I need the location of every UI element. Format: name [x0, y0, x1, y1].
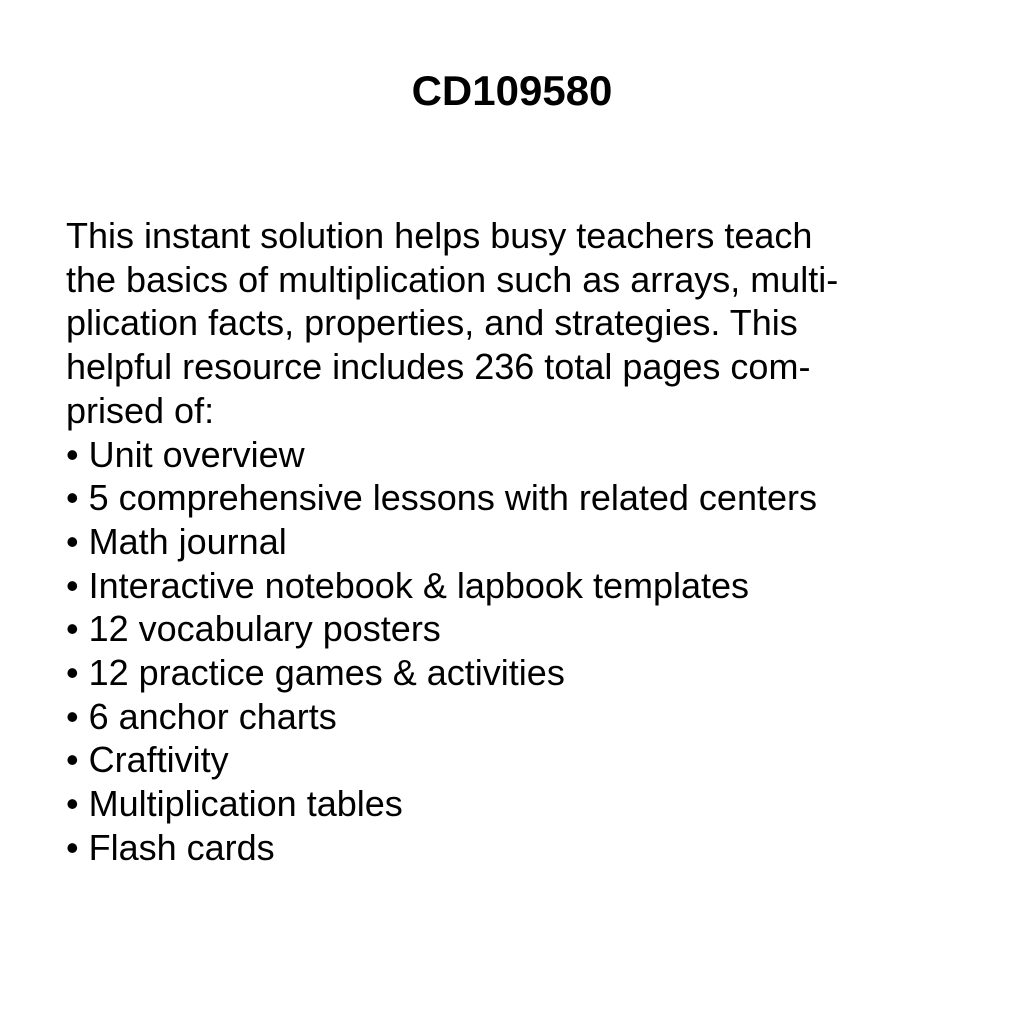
- description-line: plication facts, properties, and strategies. This: [66, 302, 798, 344]
- description-line: the basics of multiplication such as arrays, multi-: [66, 258, 839, 300]
- list-item: • Craftivity: [66, 739, 229, 781]
- description-line: This instant solution helps busy teachers teach: [66, 215, 813, 256]
- page-title: CD109580: [411, 67, 613, 114]
- list-item: • 5 comprehensive lessons with related centers: [66, 477, 817, 519]
- description-paragraph: [66, 214, 966, 433]
- list-item: • 12 practice games & activities: [66, 652, 565, 694]
- list-item: • Math journal: [66, 520, 287, 562]
- list-item: • 12 vocabulary posters: [66, 608, 441, 650]
- list-item: • Unit overview: [66, 433, 305, 475]
- list-item: • Multiplication tables: [66, 783, 403, 825]
- list-item: • Interactive notebook & lapbook templates: [66, 564, 750, 606]
- description-line: prised of:: [66, 389, 215, 431]
- contents-list: [66, 433, 966, 870]
- list-item: • Flash cards: [66, 826, 275, 868]
- description-line: helpful resource includes 236 total pages com-: [66, 346, 811, 388]
- product-description: [66, 214, 966, 870]
- list-item: • 6 anchor charts: [66, 695, 337, 737]
